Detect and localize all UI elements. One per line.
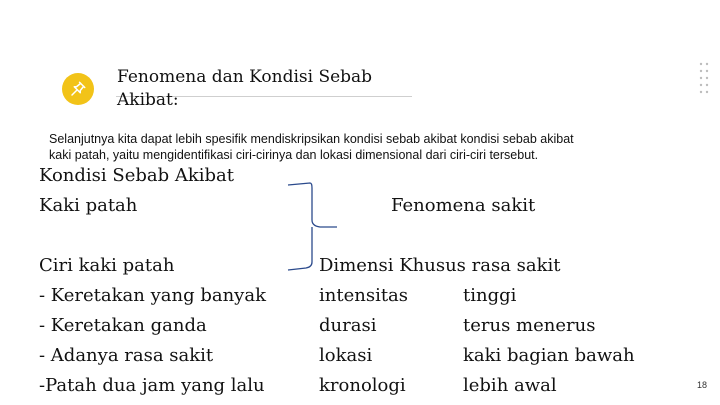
title-line-1: Fenomena dan Kondisi Sebab (117, 67, 373, 87)
list-item: - Adanya rasa sakit (39, 345, 214, 366)
list-item: -Patah dua jam yang lalu (39, 375, 265, 396)
phenomenon-heading: Fenomena sakit (391, 195, 536, 216)
condition-heading (39, 161, 234, 221)
condition-heading-line-1: Kondisi Sebab Akibat (39, 165, 235, 186)
intro-line-2: kaki patah, yaitu mengidentifikasi ciri-cirinya dan lokasi dimensional dari ciri-ciri tersebut. (49, 148, 539, 162)
dimension-name: kronologi (319, 375, 406, 396)
dimension-name: intensitas (319, 285, 409, 306)
condition-heading-line-2: Kaki patah (39, 195, 138, 216)
dimension-title: Dimensi Khusus rasa sakit (319, 255, 561, 276)
intro-paragraph (49, 131, 714, 163)
dimension-value: kaki bagian bawah (463, 345, 635, 366)
title-line-2: Akibat: (117, 90, 179, 110)
characteristics-list (39, 251, 266, 401)
list-item: - Keretakan ganda (39, 315, 207, 336)
page-number: 18 (697, 380, 708, 390)
dimension-value: terus menerus (463, 315, 596, 336)
dimension-name: durasi (319, 315, 377, 336)
dimension-name: lokasi (319, 345, 373, 366)
dimension-value: tinggi (463, 285, 517, 306)
dimension-value: lebih awal (463, 375, 557, 396)
slide-title (117, 66, 417, 112)
intro-line-1: Selanjutnya kita dapat lebih spesifik mendiskripsikan kondisi sebab akibat kondisi sebab akibat (49, 132, 574, 146)
characteristics-title: Ciri kaki patah (39, 255, 175, 276)
dimension-values (463, 281, 635, 401)
dimension-names (319, 281, 408, 401)
pin-badge (62, 73, 94, 105)
pushpin-icon (69, 80, 87, 98)
list-item: - Keretakan yang banyak (39, 285, 266, 306)
decorative-dots (698, 60, 710, 100)
